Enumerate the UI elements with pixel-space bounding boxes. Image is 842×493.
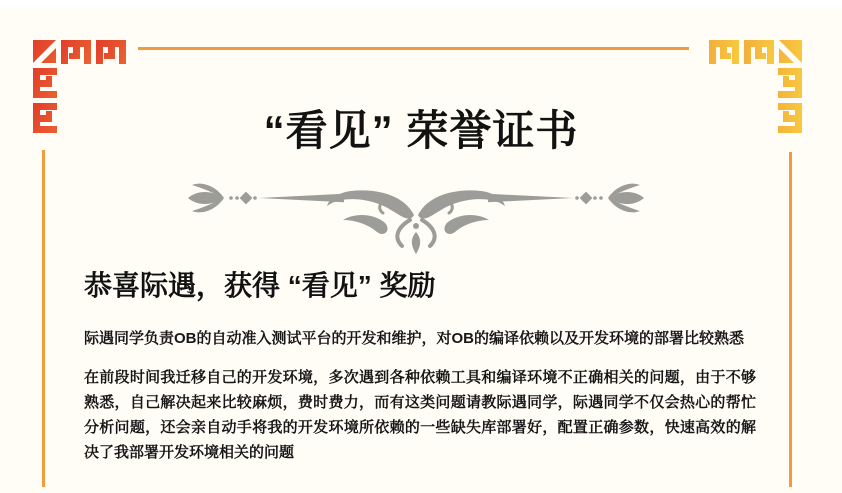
award-description: 际遇同学负责OB的自动准入测试平台的开发和维护，对OB的编译依赖以及开发环境的部署比较熟悉	[84, 330, 745, 347]
left-border-line	[42, 150, 45, 487]
right-border-line	[789, 152, 792, 487]
award-subtitle: 恭喜际遇，获得 “看见” 奖励	[84, 270, 436, 301]
window-top-edge	[0, 0, 842, 7]
top-border-line	[138, 47, 689, 50]
testimonial-text: 在前段时间我迁移自己的开发环境，多次遇到各种依赖工具和编译环境不正确相关的问题，由于不够熟悉，自己解决起来比较麻烦，费时费力，而有这类问题请教际遇同学，际遇同学不仅会热心的帮忙分析问题，还会亲自动手将我的开发环境所依赖的一些缺失库部署好，配置正确参数，快速高效的解决了我部署开发环境相关的问题	[84, 369, 756, 461]
certificate-title: “看见” 荣誉证书	[263, 107, 579, 154]
ornamental-divider-icon	[186, 182, 646, 258]
